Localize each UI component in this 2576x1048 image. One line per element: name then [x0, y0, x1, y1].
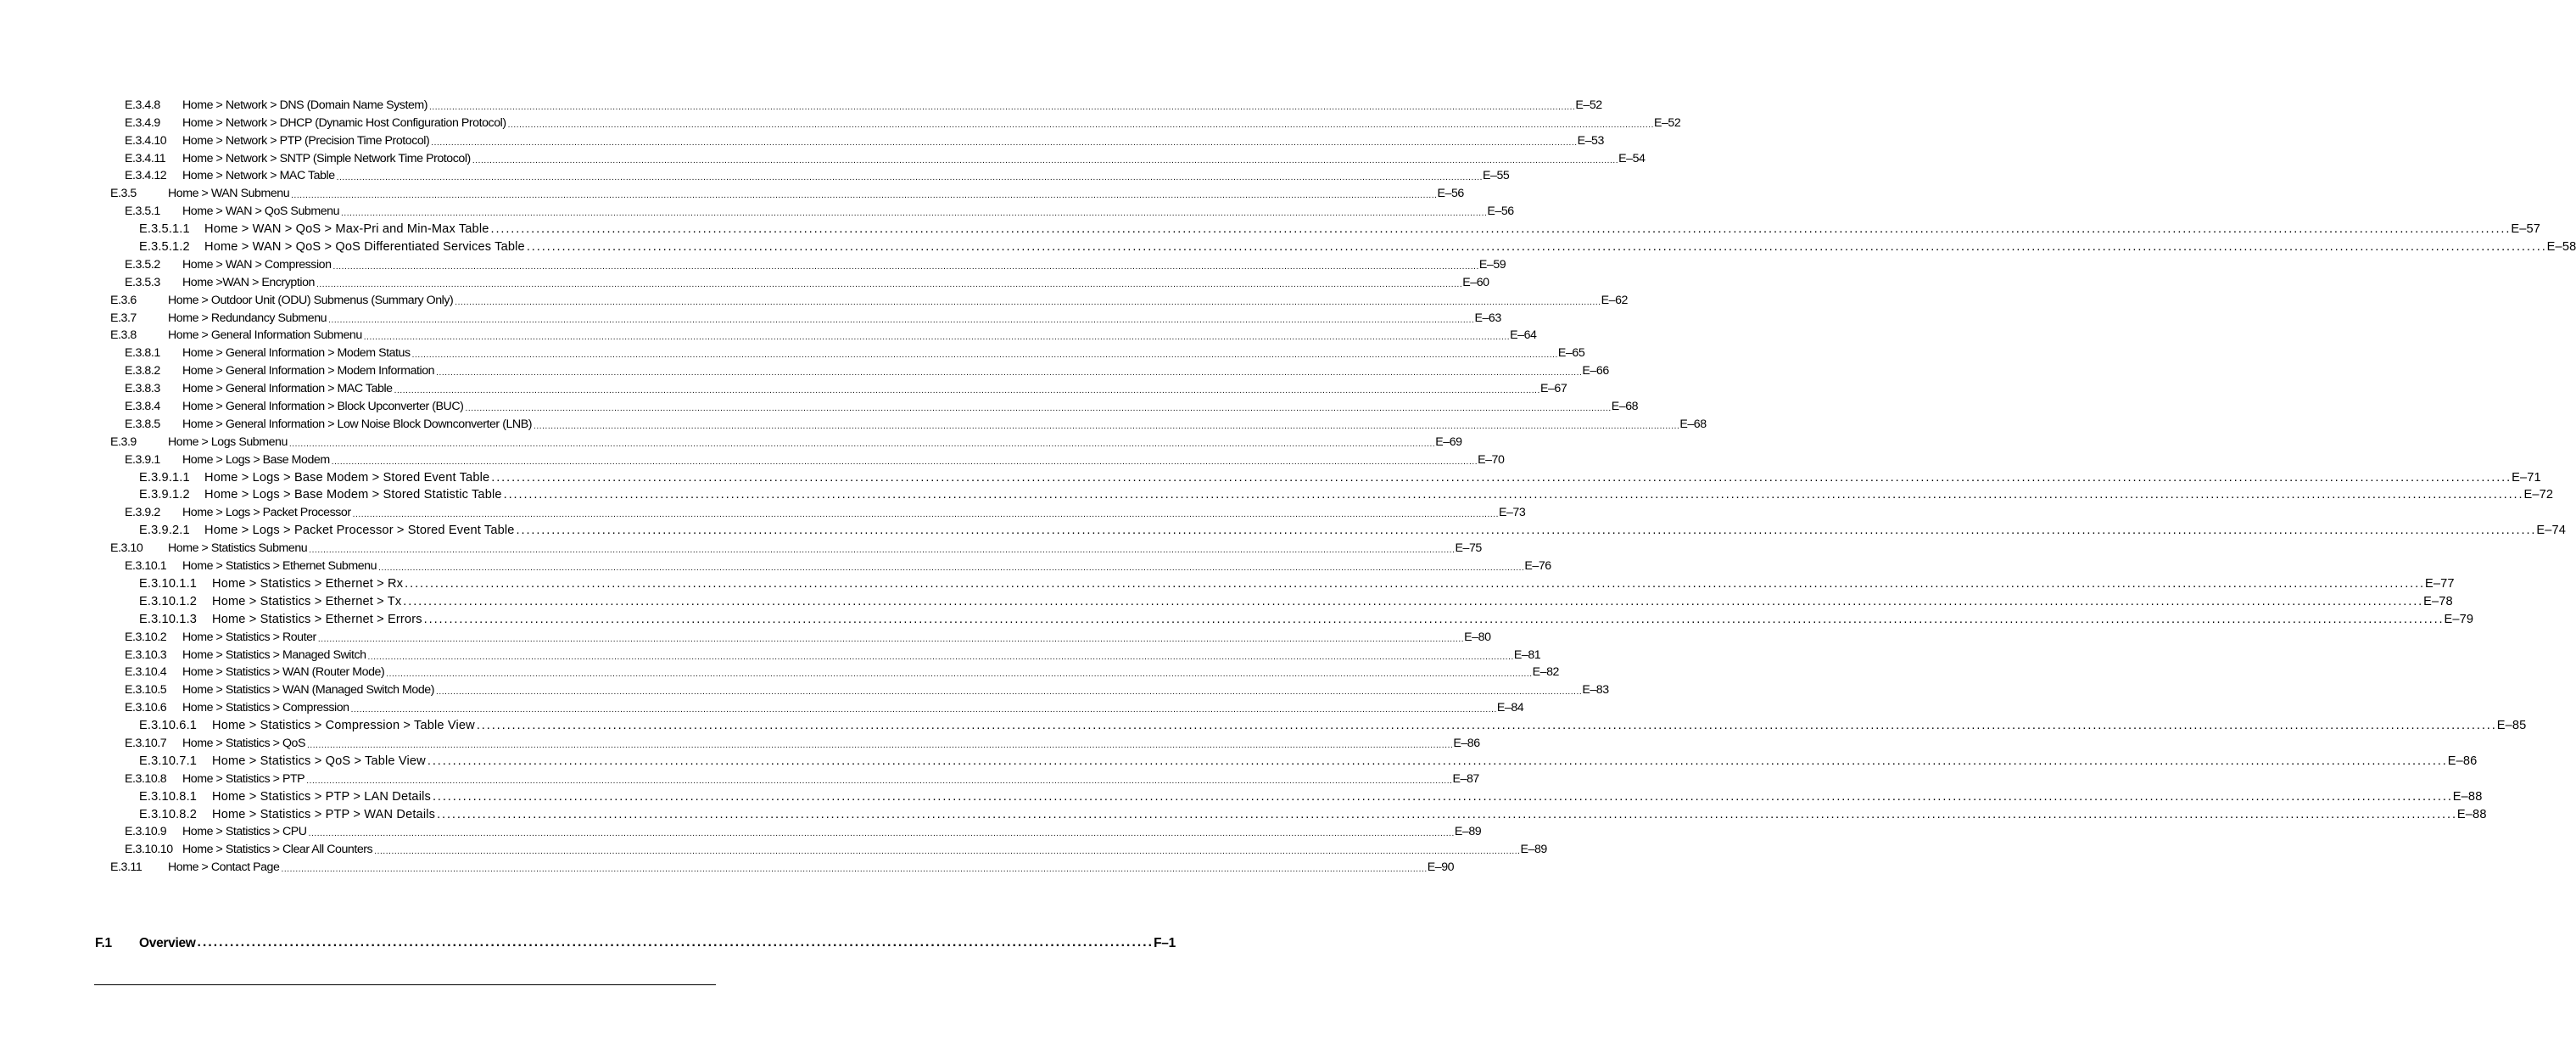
toc-entry-page: E–82 [1532, 665, 1559, 680]
toc-entry-page: E–88 [2452, 789, 2483, 804]
toc-entry-title: Home > Outdoor Unit (ODU) Submenus (Summary Only) [168, 293, 454, 307]
dot-leader: ................................................................................................................................................................................................................................................................................................................................................................................................................ [491, 470, 2512, 485]
dot-leader: ................................................................................................................................................................................................................................................................................................................................................................................................................ [378, 563, 1525, 574]
toc-entry-page: E–90 [1427, 860, 1455, 875]
toc-entry-page: E–57 [2511, 222, 2541, 237]
toc-entry-number: E.3.10.2 [125, 630, 167, 644]
toc-entry-title: Home > WAN > QoS Submenu [182, 205, 340, 219]
toc-entry-page: E–88 [2456, 807, 2487, 821]
toc-entry-page: E–54 [1618, 151, 1646, 165]
toc-entry-number: E.3.10.1 [125, 559, 167, 574]
toc-entry-title: Home > Statistics > QoS > Table View [212, 754, 426, 768]
toc-entry[interactable] [0, 574, 2455, 591]
toc-entry[interactable] [0, 361, 1609, 378]
toc-entry[interactable] [0, 396, 1639, 414]
toc-entry-page: E–60 [1462, 275, 1489, 289]
dot-leader: ................................................................................................................................................................................................................................................................................................................................................................................................................ [490, 222, 2512, 237]
toc-entry-title: Home > Logs > Base Modem [182, 452, 330, 467]
toc-entry-number: E.3.4.12 [125, 169, 167, 183]
toc-entry[interactable] [0, 804, 2487, 822]
toc-entry[interactable] [0, 698, 1524, 715]
toc-entry-page: E–59 [1478, 257, 1506, 272]
toc-entry-page: E–67 [1539, 382, 1567, 396]
dot-leader: ................................................................................................................................................................................................................................................................................................................................................................................................................ [437, 807, 2457, 821]
toc-entry-page: E–78 [2423, 594, 2453, 608]
toc-entry-number: F.1 [95, 936, 112, 950]
toc-entry-title: Home > Network > MAC Table [182, 169, 335, 183]
toc-entry-title: Home > WAN Submenu [168, 187, 290, 201]
toc-entry-page: E–89 [1454, 825, 1482, 839]
toc-entry-number: E.3.8 [110, 328, 137, 343]
toc-entry-title: Home > General Information > Modem Status [182, 346, 411, 361]
toc-entry[interactable] [0, 645, 1541, 663]
toc-entry[interactable] [0, 272, 1489, 290]
toc-entry[interactable] [0, 591, 2453, 609]
dot-leader: ................................................................................................................................................................................................................................................................................................................................................................................................................ [516, 524, 2537, 538]
toc-entry[interactable] [0, 149, 1646, 166]
toc-entry-number: E.3.9.1 [125, 452, 160, 467]
toc-entry-title: Home > General Information > Block Upconverter (BUC) [182, 400, 464, 414]
toc-entry-page: E–56 [1437, 187, 1464, 201]
toc-entry-page: E–53 [1577, 133, 1604, 148]
dot-leader: ................................................................................................................................................................................................................................................................................................................................................................................................................ [436, 368, 1583, 378]
toc-entry-number: E.3.9.2.1 [139, 524, 190, 538]
dot-leader: ................................................................................................................................................................................................................................................................................................................................................................................................................ [306, 776, 1453, 786]
toc-entry-page: E–76 [1524, 559, 1551, 574]
toc-entry[interactable] [0, 715, 2527, 733]
toc-entry-page: E–52 [1575, 98, 1602, 112]
toc-entry-number: E.3.5.1.2 [139, 240, 190, 255]
toc-entry[interactable] [0, 131, 1604, 149]
toc-entry-title: Home > Logs > Base Modem > Stored Statistic Table [204, 488, 502, 502]
dot-leader: ................................................................................................................................................................................................................................................................................................................................................................................................................ [331, 457, 1478, 467]
toc-entry-page: E–87 [1452, 771, 1479, 786]
toc-entry-number: E.3.4.10 [125, 133, 167, 148]
dot-leader: ................................................................................................................................................................................................................................................................................................................................................................................................................ [476, 719, 2497, 733]
toc-entry[interactable] [0, 609, 2474, 627]
toc-entry-title: Home > Statistics > Ethernet Submenu [182, 559, 377, 574]
toc-entry-number: E.3.10.8.2 [139, 807, 198, 821]
dot-leader: ................................................................................................................................................................................................................................................................................................................................................................................................................ [403, 594, 2424, 608]
toc-entry-page: E–73 [1498, 506, 1526, 520]
toc-entry[interactable] [0, 326, 1537, 344]
toc-entry-number: E.3.5.1 [125, 205, 160, 219]
toc-entry[interactable] [0, 485, 2554, 503]
toc-entry-title: Home > Contact Page [168, 860, 280, 875]
dot-leader: ................................................................................................................................................................................................................................................................................................................................................................................................................ [308, 829, 1455, 839]
toc-entry-page: E–83 [1582, 683, 1609, 698]
dot-leader: ................................................................................................................................................................................................................................................................................................................................................................................................................ [352, 510, 1499, 520]
toc-entry-title: Home > Redundancy Submenu [168, 311, 327, 325]
toc-entry-title: Overview [139, 936, 196, 950]
toc-entry-page: E–52 [1653, 115, 1681, 130]
dot-leader: ................................................................................................................................................................................................................................................................................................................................................................................................................ [386, 670, 1533, 680]
toc-entry-number: E.3.10.4 [125, 665, 167, 680]
toc-entry-title: Home > Network > DNS (Domain Name System) [182, 98, 428, 112]
dot-leader: ................................................................................................................................................................................................................................................................................................................................................................................................................ [472, 155, 1619, 165]
toc-entry-title: Home > Statistics > Clear All Counters [182, 843, 373, 857]
toc-entry-number: E.3.5.1.1 [139, 222, 190, 237]
toc-entry-title: Home > Logs > Base Modem > Stored Event Table [204, 470, 490, 485]
toc-entry-number: E.3.9.2 [125, 506, 160, 520]
toc-entry-title: Home > Network > PTP (Precision Time Protocol) [182, 133, 430, 148]
dot-leader: ................................................................................................................................................................................................................................................................................................................................................................................................................ [374, 847, 1521, 857]
toc-entry-number: E.3.6 [110, 293, 137, 307]
toc-entry[interactable] [0, 450, 1505, 468]
toc-entry-title: Home > Statistics > QoS [182, 736, 305, 750]
toc-entry-overview[interactable] [0, 932, 1176, 950]
toc-entry-page: E–58 [2546, 240, 2576, 255]
toc-entry-number: E.3.10 [110, 541, 143, 556]
toc-entry-title: Home > Statistics Submenu [168, 541, 308, 556]
toc-entry-number: E.3.8.4 [125, 400, 160, 414]
toc-entry-page: E–69 [1435, 434, 1462, 449]
toc-entry-title: Home > WAN > Compression [182, 257, 332, 272]
toc-entry-page: E–68 [1679, 417, 1707, 431]
toc-entry[interactable] [0, 343, 1585, 361]
toc-entry-number: E.3.10.1.2 [139, 594, 198, 608]
toc-entry-page: E–77 [2425, 576, 2455, 591]
toc-entry[interactable] [0, 255, 1506, 272]
toc-entry[interactable] [0, 237, 2576, 255]
toc-entry-title: Home > Logs Submenu [168, 434, 288, 449]
toc-entry-title: Home > General Information > MAC Table [182, 382, 393, 396]
toc-entry[interactable] [0, 183, 1464, 201]
toc-entry[interactable] [0, 751, 2478, 769]
toc-entry-title: Home > Statistics > PTP [182, 771, 305, 786]
toc-entry-title: Home > Statistics > Ethernet > Tx [212, 594, 402, 608]
dot-leader: ................................................................................................................................................................................................................................................................................................................................................................................................................ [307, 740, 1454, 750]
dot-leader: ................................................................................................................................................................................................................................................................................................................................................................................................................ [429, 102, 1576, 112]
toc-entry-number: E.3.8.1 [125, 346, 160, 361]
toc-entry-page: E–72 [2523, 488, 2554, 502]
toc-entry-page: E–55 [1482, 169, 1510, 183]
toc-entry-number: E.3.5.3 [125, 275, 160, 289]
toc-entry-page: F–1 [1154, 936, 1176, 950]
toc-entry[interactable] [0, 556, 1551, 574]
toc-entry-title: Home > Statistics > Router [182, 630, 316, 644]
toc-entry-title: Home > Statistics > PTP > LAN Details [212, 789, 431, 804]
toc-entry-number: E.3.10.5 [125, 683, 167, 698]
toc-entry[interactable] [0, 787, 2483, 804]
dot-leader: ................................................................................................................................................................................................................................................................................................................................................................................................................ [317, 634, 1465, 644]
toc-entry[interactable] [0, 857, 1455, 875]
toc-entry[interactable] [0, 733, 1480, 751]
dot-leader: ................................................................................................................................................................................................................................................................................................................................................................................................................ [328, 315, 1475, 325]
toc-entry-number: E.3.4.8 [125, 98, 160, 112]
toc-entry-title: Home >WAN > Encryption [182, 275, 315, 289]
toc-entry-title: Home > Logs > Packet Processor [182, 506, 351, 520]
toc-entry-number: E.3.9.1.2 [139, 488, 190, 502]
toc-entry[interactable] [0, 663, 1559, 681]
dot-leader: ................................................................................................................................................................................................................................................................................................................................................................................................................ [431, 137, 1578, 148]
dot-leader: ................................................................................................................................................................................................................................................................................................................................................................................................................ [503, 488, 2524, 502]
table-of-contents [0, 95, 2576, 875]
toc-entry-number: E.3.10.7.1 [139, 754, 198, 768]
toc-entry[interactable] [0, 219, 2541, 237]
dot-leader: ................................................................................................................................................................................................................................................................................................................................................................................................................ [411, 350, 1558, 361]
toc-entry-number: E.3.10.8 [125, 771, 167, 786]
dot-leader: ................................................................................................................................................................................................................................................................................................................................................................................................................ [350, 705, 1497, 715]
toc-entry-page: E–79 [2444, 612, 2474, 626]
toc-entry-title: Home > Network > SNTP (Simple Network Time Protocol) [182, 151, 471, 165]
toc-entry[interactable] [0, 113, 1681, 131]
toc-entry-number: E.3.10.1.3 [139, 612, 198, 626]
toc-entry-title: Home > Statistics > WAN (Managed Switch Mode) [182, 683, 434, 698]
toc-entry-number: E.3.10.7 [125, 736, 167, 750]
toc-entry-page: E–89 [1520, 843, 1547, 857]
dot-leader: ................................................................................................................................................................................................................................................................................................................................................................................................................ [427, 754, 2448, 768]
toc-entry-title: Home > General Information > Modem Information [182, 364, 435, 378]
toc-entry-number: E.3.10.10 [125, 843, 173, 857]
toc-entry-number: E.3.10.6 [125, 701, 167, 715]
toc-entry-page: E–85 [2496, 719, 2527, 733]
toc-entry-title: Home > Network > DHCP (Dynamic Host Configuration Protocol) [182, 115, 506, 130]
toc-entry-page: E–81 [1513, 647, 1541, 662]
dot-leader: ................................................................................................................................................................................................................................................................................................................................................................................................................ [394, 386, 1540, 396]
dot-leader: ................................................................................................................................................................................................................................................................................................................................................................................................................ [455, 297, 1601, 307]
toc-entry[interactable] [0, 432, 1462, 450]
toc-entry-page: E–63 [1474, 311, 1501, 325]
toc-entry-number: E.3.8.2 [125, 364, 160, 378]
dot-leader: ................................................................................................................................................................................................................................................................................................................................................................................................................ [435, 687, 1583, 698]
toc-entry[interactable] [0, 839, 1547, 857]
dot-leader: ................................................................................................................................................................................................................................................................................................................................................................................................................ [332, 261, 1479, 272]
toc-entry-page: E–62 [1601, 293, 1628, 307]
toc-entry-title: Home > Statistics > Ethernet > Rx [212, 576, 404, 591]
toc-entry-number: E.3.9 [110, 434, 137, 449]
toc-entry-title: Home > Statistics > Compression > Table View [212, 719, 475, 733]
dot-leader: ................................................................................................................................................................................................................................................................................................................................................................................................................ [432, 789, 2453, 804]
toc-entry-number: E.3.9.1.1 [139, 470, 190, 485]
dot-leader: ................................................................................................................................................................................................................................................................................................................................................................................................................ [309, 546, 1456, 556]
toc-entry-page: E–74 [2536, 524, 2567, 538]
toc-entry-page: E–84 [1496, 701, 1524, 715]
toc-entry-page: E–68 [1611, 400, 1639, 414]
toc-entry-number: E.3.5.2 [125, 257, 160, 272]
toc-entry-number: E.3.11 [110, 860, 142, 875]
toc-entry[interactable] [0, 308, 1501, 326]
toc-entry-number: E.3.4.9 [125, 115, 160, 130]
toc-entry-page: E–64 [1510, 328, 1537, 343]
toc-entry-page: E–80 [1464, 630, 1491, 644]
toc-entry[interactable] [0, 627, 1491, 645]
dot-leader: ................................................................................................................................................................................................................................................................................................................................................................................................................ [341, 209, 1488, 219]
toc-entry[interactable] [0, 538, 1482, 556]
toc-entry-title: Home > General Information Submenu [168, 328, 362, 343]
toc-entry-number: E.3.10.9 [125, 825, 167, 839]
toc-entry[interactable] [0, 166, 1510, 184]
toc-entry-page: E–66 [1582, 364, 1609, 378]
toc-entry[interactable] [0, 769, 1479, 787]
toc-entry-page: E–86 [2447, 754, 2478, 768]
toc-entry-number: E.3.7 [110, 311, 137, 325]
dot-leader: ................................................................................................................................................................................................................................................................................................................................................................................................................ [281, 865, 1428, 875]
toc-entry-title: Home > Statistics > Ethernet > Errors [212, 612, 422, 626]
toc-entry[interactable] [0, 414, 1707, 432]
dot-leader: ................................................................................................................................................................................................................................................................................................................................................................................................................ [465, 404, 1612, 414]
toc-entry-title: Home > Statistics > Compression [182, 701, 349, 715]
toc-entry-number: E.3.10.3 [125, 647, 167, 662]
toc-entry[interactable] [0, 680, 1609, 698]
toc-entry[interactable] [0, 822, 1482, 840]
toc-entry-number: E.3.8.3 [125, 382, 160, 396]
toc-entry-page: E–65 [1557, 346, 1585, 361]
toc-entry-title: Home > Statistics > PTP > WAN Details [212, 807, 436, 821]
toc-entry-page: E–56 [1487, 205, 1514, 219]
dot-leader: ................................................................................................................................................................................................................................................................................................................................................................................................................ [291, 191, 1438, 201]
toc-entry-number: E.3.10.8.1 [139, 789, 198, 804]
toc-entry-title: Home > WAN > QoS > QoS Differentiated Services Table [204, 240, 525, 255]
dot-leader: ................................................................................................................................................................................................................................................................................................................................................................................................................ [534, 421, 1680, 431]
toc-entry-number: E.3.10.6.1 [139, 719, 198, 733]
toc-entry[interactable] [0, 378, 1567, 396]
dot-leader: ................................................................................................................................................................................................................................................................................................................................................................................................................ [336, 173, 1483, 183]
toc-entry[interactable] [0, 468, 2541, 485]
dot-leader: ................................................................................................................................................................................................................................................................................................................................................................................................................ [405, 576, 2426, 591]
toc-entry-title: Home > Statistics > Managed Switch [182, 647, 366, 662]
dot-leader: ................................................................................................................................................................................ [197, 935, 1154, 950]
dot-leader: ................................................................................................................................................................................................................................................................................................................................................................................................................ [423, 612, 2445, 626]
toc-entry-page: E–75 [1455, 541, 1482, 556]
dot-leader: ................................................................................................................................................................................................................................................................................................................................................................................................................ [316, 279, 1463, 289]
dot-leader: ................................................................................................................................................................................................................................................................................................................................................................................................................ [507, 120, 1654, 130]
toc-entry-number: E.3.8.5 [125, 417, 160, 431]
toc-entry-title: Home > Statistics > CPU [182, 825, 307, 839]
toc-entry[interactable] [0, 95, 1602, 113]
toc-entry-title: Home > Statistics > WAN (Router Mode) [182, 665, 385, 680]
toc-entry-page: E–86 [1453, 736, 1480, 750]
footer-rule [94, 984, 716, 985]
toc-entry-number: E.3.4.11 [125, 151, 166, 165]
dot-leader: ................................................................................................................................................................................................................................................................................................................................................................................................................ [363, 333, 1511, 343]
toc-entry-title: Home > Logs > Packet Processor > Stored Event Table [204, 524, 515, 538]
toc-entry-page: E–70 [1478, 452, 1505, 467]
toc-entry[interactable] [0, 290, 1628, 308]
toc-entry[interactable] [0, 502, 1526, 520]
dot-leader: ................................................................................................................................................................................................................................................................................................................................................................................................................ [288, 439, 1436, 449]
dot-leader: ................................................................................................................................................................................................................................................................................................................................................................................................................ [526, 240, 2547, 255]
dot-leader: ................................................................................................................................................................................................................................................................................................................................................................................................................ [367, 652, 1514, 662]
toc-entry[interactable] [0, 201, 1514, 219]
toc-entry-number: E.3.10.1.1 [139, 576, 198, 591]
toc-entry-title: Home > WAN > QoS > Max-Pri and Min-Max Table [204, 222, 489, 237]
toc-entry-title: Home > General Information > Low Noise Block Downconverter (LNB) [182, 417, 532, 431]
toc-entry-page: E–71 [2512, 470, 2541, 485]
toc-entry-number: E.3.5 [110, 187, 137, 201]
toc-entry[interactable] [0, 520, 2567, 538]
